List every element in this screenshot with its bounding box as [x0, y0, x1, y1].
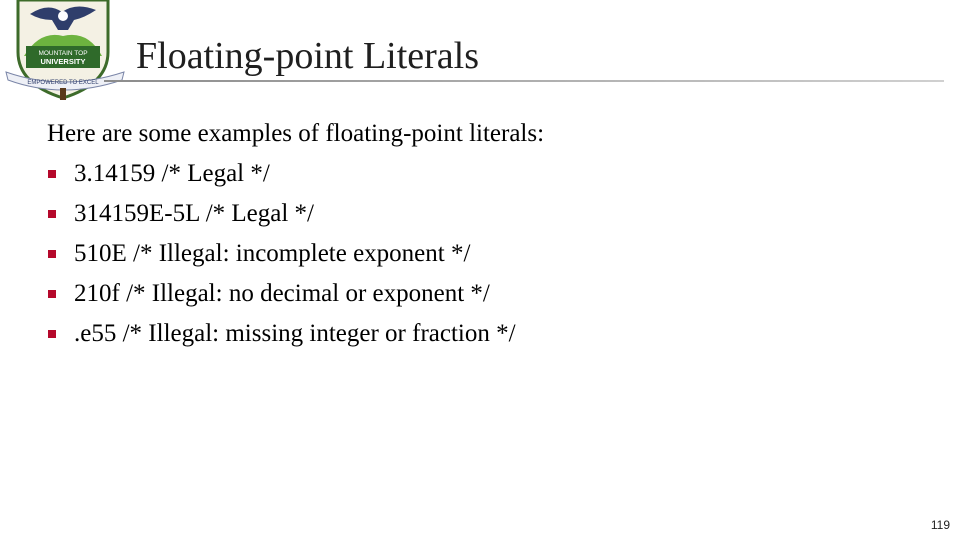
square-bullet-icon [48, 330, 56, 338]
example-text: 314159E-5L /* Legal */ [74, 200, 314, 227]
logo-motto: EMPOWERED TO EXCEL [27, 80, 99, 86]
logo-arc-text-bottom: UNIVERSITY [40, 57, 86, 66]
square-bullet-icon [48, 250, 56, 258]
intro-text: Here are some examples of floating-point literals: [47, 120, 545, 147]
logo-arc-text-top: MOUNTAIN TOP [38, 50, 88, 57]
university-logo [0, 0, 130, 100]
list-item [47, 154, 544, 194]
example-text: 3.14159 /* Legal */ [74, 160, 270, 187]
example-text: .e55 /* Illegal: missing integer or fraction */ [74, 320, 516, 347]
page-number: 119 [930, 518, 950, 532]
slide-title: Floating-point Literals [136, 35, 480, 77]
title-underline [104, 80, 944, 82]
list-item [47, 274, 544, 314]
example-text: 210f /* Illegal: no decimal or exponent */ [74, 280, 490, 307]
square-bullet-icon [48, 290, 56, 298]
example-text: 510E /* Illegal: incomplete exponent */ [74, 240, 471, 267]
list-item [47, 194, 544, 234]
eagle-crest-icon [0, 0, 130, 100]
list-item [47, 234, 544, 274]
square-bullet-icon [48, 170, 56, 178]
slide-body [47, 114, 544, 354]
list-item [47, 314, 544, 354]
square-bullet-icon [48, 210, 56, 218]
examples-list [47, 154, 544, 354]
